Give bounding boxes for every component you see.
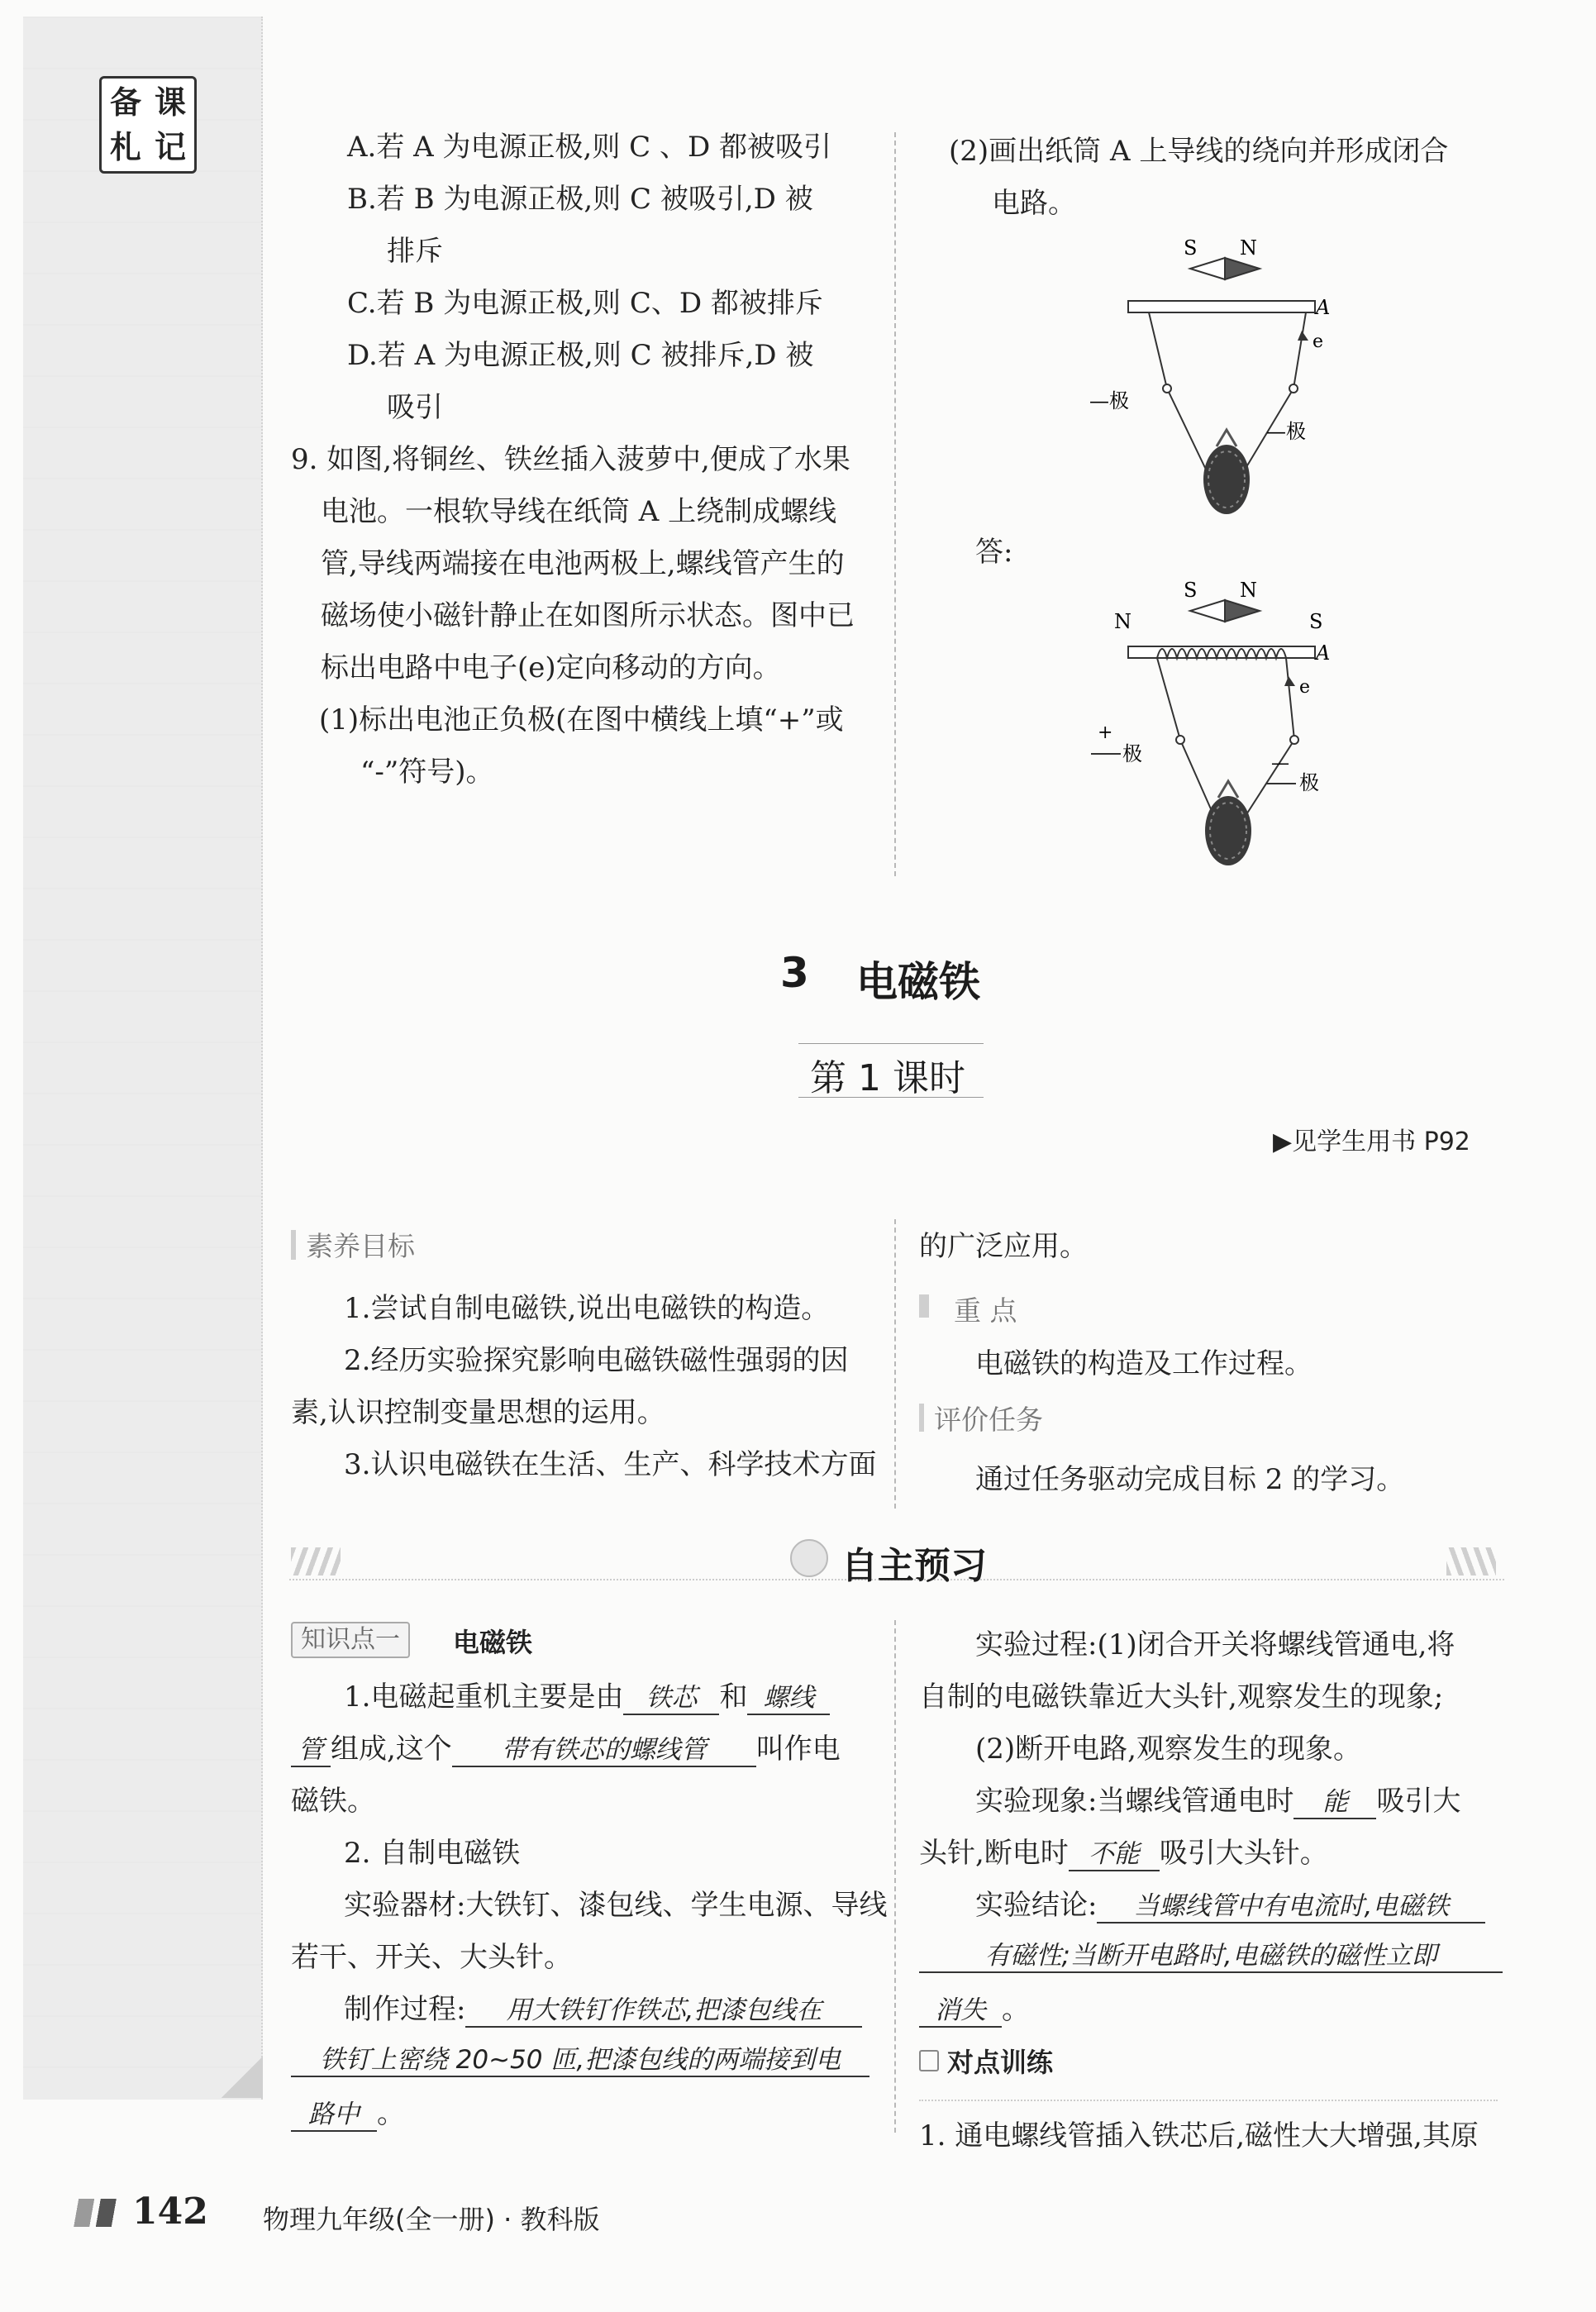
needle-n-half (1225, 600, 1260, 622)
answer-coil-cont: 管 (291, 1728, 331, 1767)
needle-s-half (1190, 258, 1225, 279)
k1-line1: 1.电磁起重机主要是由 铁芯 和 螺线 (344, 1674, 830, 1715)
q9-text: 标出电路中电子(e)定向移动的方向。 (321, 651, 781, 684)
q9-text: 磁场使小磁针静止在如图所示状态。图中已 (321, 599, 855, 632)
q8-option-d-cont: 吸引 (387, 391, 443, 424)
key-point-tag: 重 点 (954, 1294, 1017, 1327)
badge-char: 课 (154, 84, 186, 121)
electron-label: e (1313, 331, 1324, 352)
phenomenon-line2: 头针,断电时 不能 吸引大头针。 (919, 1830, 1328, 1871)
key-point-text: 电磁铁的构造及工作过程。 (975, 1347, 1313, 1380)
preview-title: 自主预习 (841, 1545, 987, 1587)
page-number: 142 (132, 2190, 208, 2233)
column-divider (894, 132, 896, 876)
badge-char: 备 (109, 84, 141, 121)
practice-q1: 1. 通电螺线管插入铁芯后,磁性大大增强,其原 (919, 2119, 1479, 2152)
q8-option-d: D.若 A 为电源正极,则 C 被排斥,D 被 (347, 339, 814, 372)
answer-iron-core: 铁芯 (623, 1676, 719, 1715)
q9-part1: (1)标出电池正负极(在图中横线上填“+”或 (319, 703, 844, 737)
pole-label: 极 (1299, 771, 1319, 794)
eval-text: 通过任务驱动完成目标 2 的学习。 (975, 1463, 1405, 1496)
needle-n-label: N (1240, 236, 1257, 260)
needle-s-half (1190, 600, 1225, 622)
column-divider (894, 1620, 896, 2133)
footer-deco-icon (66, 2199, 124, 2227)
practice-tag: 对点训练 (947, 2047, 1054, 2078)
q9-text: 管,导线两端接在电池两极上,螺线管产生的 (321, 547, 845, 580)
q9-part2-cont: 电路。 (992, 187, 1076, 220)
coil-s-end-label: S (1309, 610, 1323, 633)
pineapple-icon (1205, 796, 1251, 865)
materials-cont: 若干、开关、大头针。 (291, 1941, 572, 1974)
answer-cannot: 不能 (1069, 1833, 1160, 1871)
q9-part1-cont: “-”符号)。 (360, 756, 494, 789)
needle-n-half (1225, 258, 1260, 279)
q8-option-b-cont: 排斥 (387, 235, 443, 268)
knowledge-point-title: 电磁铁 (453, 1627, 533, 1658)
q8-option-a: A.若 A 为电源正极,则 C 、D 都被吸引 (347, 131, 832, 164)
section-title: 电磁铁 (856, 958, 980, 1006)
goal-3: 3.认识电磁铁在生活、生产、科学技术方面 (344, 1448, 877, 1481)
tube-label-a: A (1316, 296, 1331, 319)
eval-tag: 评价任务 (934, 1404, 1043, 1436)
phenomenon-line1: 实验现象:当螺线管通电时 能 吸引大 (975, 1778, 1460, 1819)
goal-2-cont: 素,认识控制变量思想的运用。 (291, 1396, 665, 1429)
plus-sign: + (1098, 722, 1113, 743)
answer-label: 答: (975, 536, 1013, 569)
banner-deco-left (291, 1547, 341, 1575)
answer-conclusion-1: 当螺线管中有电流时,电磁铁 (1097, 1885, 1485, 1923)
goals-tag: 素养目标 (306, 1230, 415, 1262)
answer-can: 能 (1293, 1780, 1376, 1819)
wire-left (1157, 658, 1215, 818)
pole-label: 极 (1122, 742, 1142, 765)
goal-2: 2.经历实验探究影响电磁铁磁性强弱的因 (344, 1344, 849, 1377)
q9-text: 电池。一根软导线在纸筒 A 上绕制成螺线 (321, 495, 837, 528)
section-number: 3 (780, 949, 809, 997)
needle-s-label: S (1184, 236, 1198, 260)
answer-conclusion-3: 消失 (919, 1989, 1002, 2028)
terminal-right (1290, 736, 1298, 744)
answer-making-2: 铁钉上密绕 20~50 匝,把漆包线的两端接到电 (291, 2038, 869, 2077)
k1-item2: 2. 自制电磁铁 (344, 1837, 521, 1870)
minus-sign: — (1271, 753, 1289, 774)
q8-option-c: C.若 B 为电源正极,则 C、D 都被排斥 (347, 287, 823, 320)
k1-line3: 磁铁。 (291, 1785, 375, 1818)
wire-left (1149, 312, 1207, 471)
left-pole-blank: —极 (1089, 389, 1129, 412)
figure-answer (1074, 570, 1347, 884)
terminal-left (1163, 384, 1171, 393)
electron-label: e (1299, 677, 1311, 698)
student-book-ref: ▶见学生用书 P92 (1273, 1127, 1470, 1156)
goal-3-cont: 的广泛应用。 (919, 1230, 1088, 1263)
figure-question (1074, 231, 1347, 529)
notes-margin (23, 17, 263, 2100)
tube-label-a: A (1316, 641, 1331, 665)
making-process-cont (291, 2038, 869, 2077)
making-process: 制作过程: 用大铁钉作铁芯,把漆包线在 (344, 1986, 862, 2028)
q9-text: 9. 如图,将铜丝、铁丝插入菠萝中,便成了水果 (291, 443, 850, 476)
proc-line2: 自制的电磁铁靠近大头针,观察发生的现象; (919, 1680, 1444, 1714)
column-divider (894, 1219, 896, 1509)
lesson-title: 第 1 课时 (810, 1057, 965, 1099)
proc-line1: 实验过程:(1)闭合开关将螺线管通电,将 (975, 1628, 1455, 1661)
answer-coil: 螺线 (747, 1676, 830, 1715)
electron-arrow (1284, 676, 1295, 686)
book-title: 物理九年级(全一册) · 教科版 (263, 2204, 600, 2235)
knowledge-point-box: 知识点一 (291, 1622, 410, 1658)
notes-badge (99, 76, 197, 174)
making-process-end: 路中 。 (291, 2090, 405, 2132)
q9-part2: (2)画出纸筒 A 上导线的绕向并形成闭合 (949, 135, 1449, 168)
right-pole-blank: —极 (1266, 420, 1306, 443)
q8-option-b: B.若 B 为电源正极,则 C 被吸引,D 被 (347, 183, 813, 216)
pineapple-icon (1203, 445, 1250, 514)
pencil-icon (919, 2050, 939, 2071)
k1-line2: 管 组成,这个 带有铁芯的螺线管 叫作电 (291, 1726, 841, 1767)
goal-1: 1.尝试自制电磁铁,说出电磁铁的构造。 (344, 1292, 830, 1325)
banner-deco-right (1446, 1547, 1496, 1575)
proc-line3: (2)断开电路,观察发生的现象。 (975, 1733, 1361, 1766)
preview-icon (790, 1539, 828, 1577)
conclusion-line2 (919, 1934, 1503, 1973)
answer-making-3: 路中 (291, 2093, 377, 2132)
paper-tube-a (1128, 301, 1315, 312)
badge-char: 札 (109, 129, 141, 165)
terminal-left (1176, 736, 1184, 744)
badge-char: 记 (154, 129, 186, 165)
answer-coil-with-core: 带有铁芯的螺线管 (452, 1728, 756, 1767)
conclusion-line1: 实验结论: 当螺线管中有电流时,电磁铁 (975, 1882, 1485, 1923)
answer-making-1: 用大铁钉作铁芯,把漆包线在 (465, 1989, 862, 2028)
page-corner-deco (222, 2057, 263, 2098)
terminal-right (1289, 384, 1298, 393)
needle-n-label: N (1240, 579, 1257, 602)
materials: 实验器材:大铁钉、漆包线、学生电源、导线 (344, 1889, 888, 1922)
coil-n-end-label: N (1114, 610, 1131, 633)
needle-s-label: S (1184, 579, 1198, 602)
conclusion-line3: 消失 。 (919, 1986, 1030, 2028)
answer-conclusion-2: 有磁性;当断开电路时,电磁铁的磁性立即 (919, 1934, 1503, 1973)
